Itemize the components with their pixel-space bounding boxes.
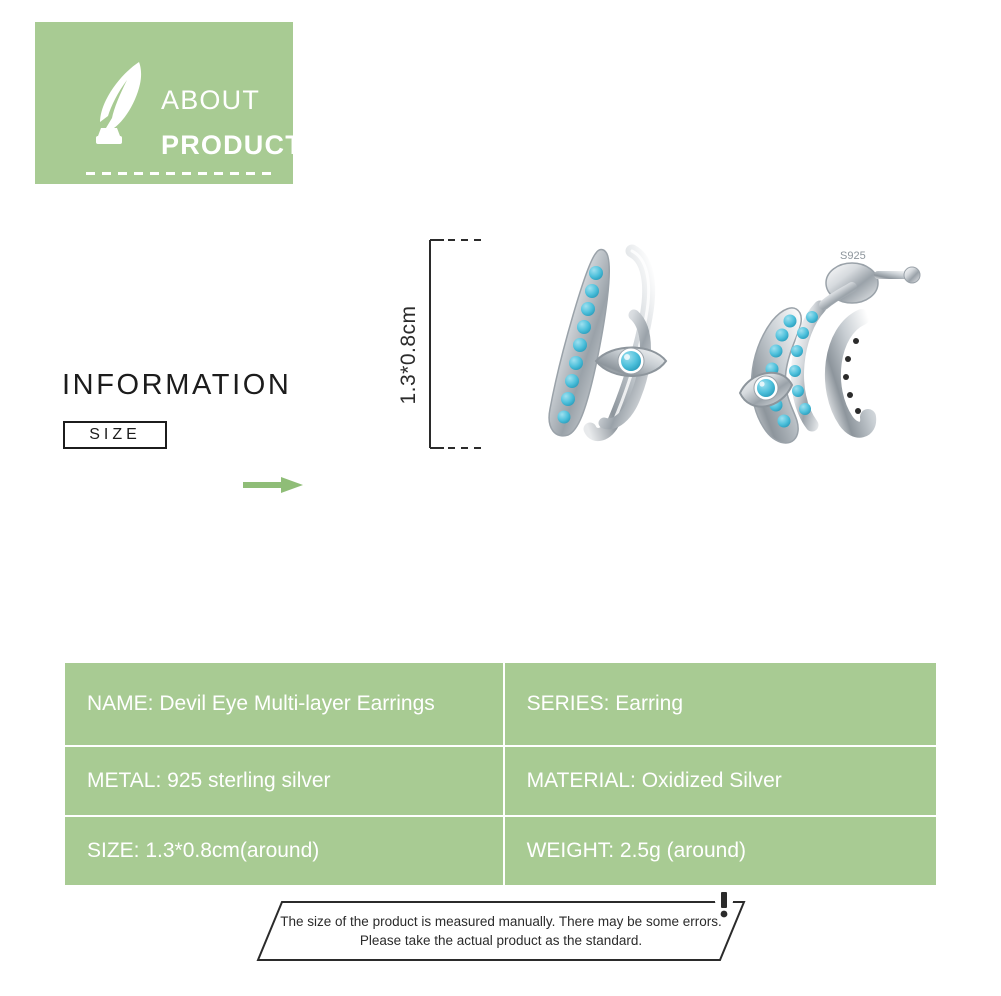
dimension-label: 1.3*0.8cm bbox=[397, 305, 420, 405]
svg-text:S925: S925 bbox=[840, 250, 866, 262]
earrings-illustration bbox=[400, 225, 940, 485]
spec-cell-size bbox=[64, 816, 504, 886]
table-row bbox=[64, 662, 937, 746]
table-row bbox=[64, 816, 937, 886]
about-banner-line2: PRODUCT bbox=[161, 130, 303, 160]
product-photo bbox=[400, 225, 940, 485]
spec-cell-weight bbox=[504, 816, 937, 886]
spec-value-size: 1.3*0.8cm(around) bbox=[145, 839, 320, 862]
spec-table bbox=[63, 661, 938, 887]
spec-value-material: Oxidized Silver bbox=[641, 769, 782, 792]
about-banner-line1: ABOUT bbox=[161, 85, 261, 115]
spec-cell-name bbox=[64, 662, 504, 746]
spec-label-name: NAME: bbox=[87, 692, 154, 715]
information-heading: INFORMATION bbox=[62, 369, 292, 401]
spec-cell-series bbox=[504, 662, 937, 746]
footer-note-line2: Please take the actual product as the standard. bbox=[359, 933, 643, 948]
spec-label-material: MATERIAL: bbox=[526, 769, 636, 792]
spec-label-weight: WEIGHT: bbox=[526, 839, 615, 862]
footer-note-text bbox=[256, 912, 746, 950]
table-row bbox=[64, 746, 937, 816]
right-arrow-icon bbox=[243, 477, 303, 493]
spec-label-metal: METAL: bbox=[87, 769, 162, 792]
banner-dashed-divider bbox=[86, 172, 276, 175]
spec-cell-metal bbox=[64, 746, 504, 816]
size-tag bbox=[63, 421, 167, 449]
spec-label-series: SERIES: bbox=[526, 692, 610, 715]
spec-label-size: SIZE: bbox=[87, 839, 140, 862]
spec-cell-material bbox=[504, 746, 937, 816]
spec-value-weight: 2.5g (around) bbox=[619, 839, 747, 862]
size-tag-label: SIZE bbox=[89, 426, 141, 443]
footer-note bbox=[256, 900, 746, 962]
feather-quill-icon bbox=[87, 58, 147, 148]
spec-value-name: Devil Eye Multi-layer Earrings bbox=[159, 692, 435, 715]
spec-value-metal: 925 sterling silver bbox=[167, 769, 331, 792]
footer-note-line1: The size of the product is measured manually. There may be some errors. bbox=[280, 914, 722, 929]
about-product-banner bbox=[35, 22, 303, 184]
spec-value-series: Earring bbox=[615, 692, 683, 715]
